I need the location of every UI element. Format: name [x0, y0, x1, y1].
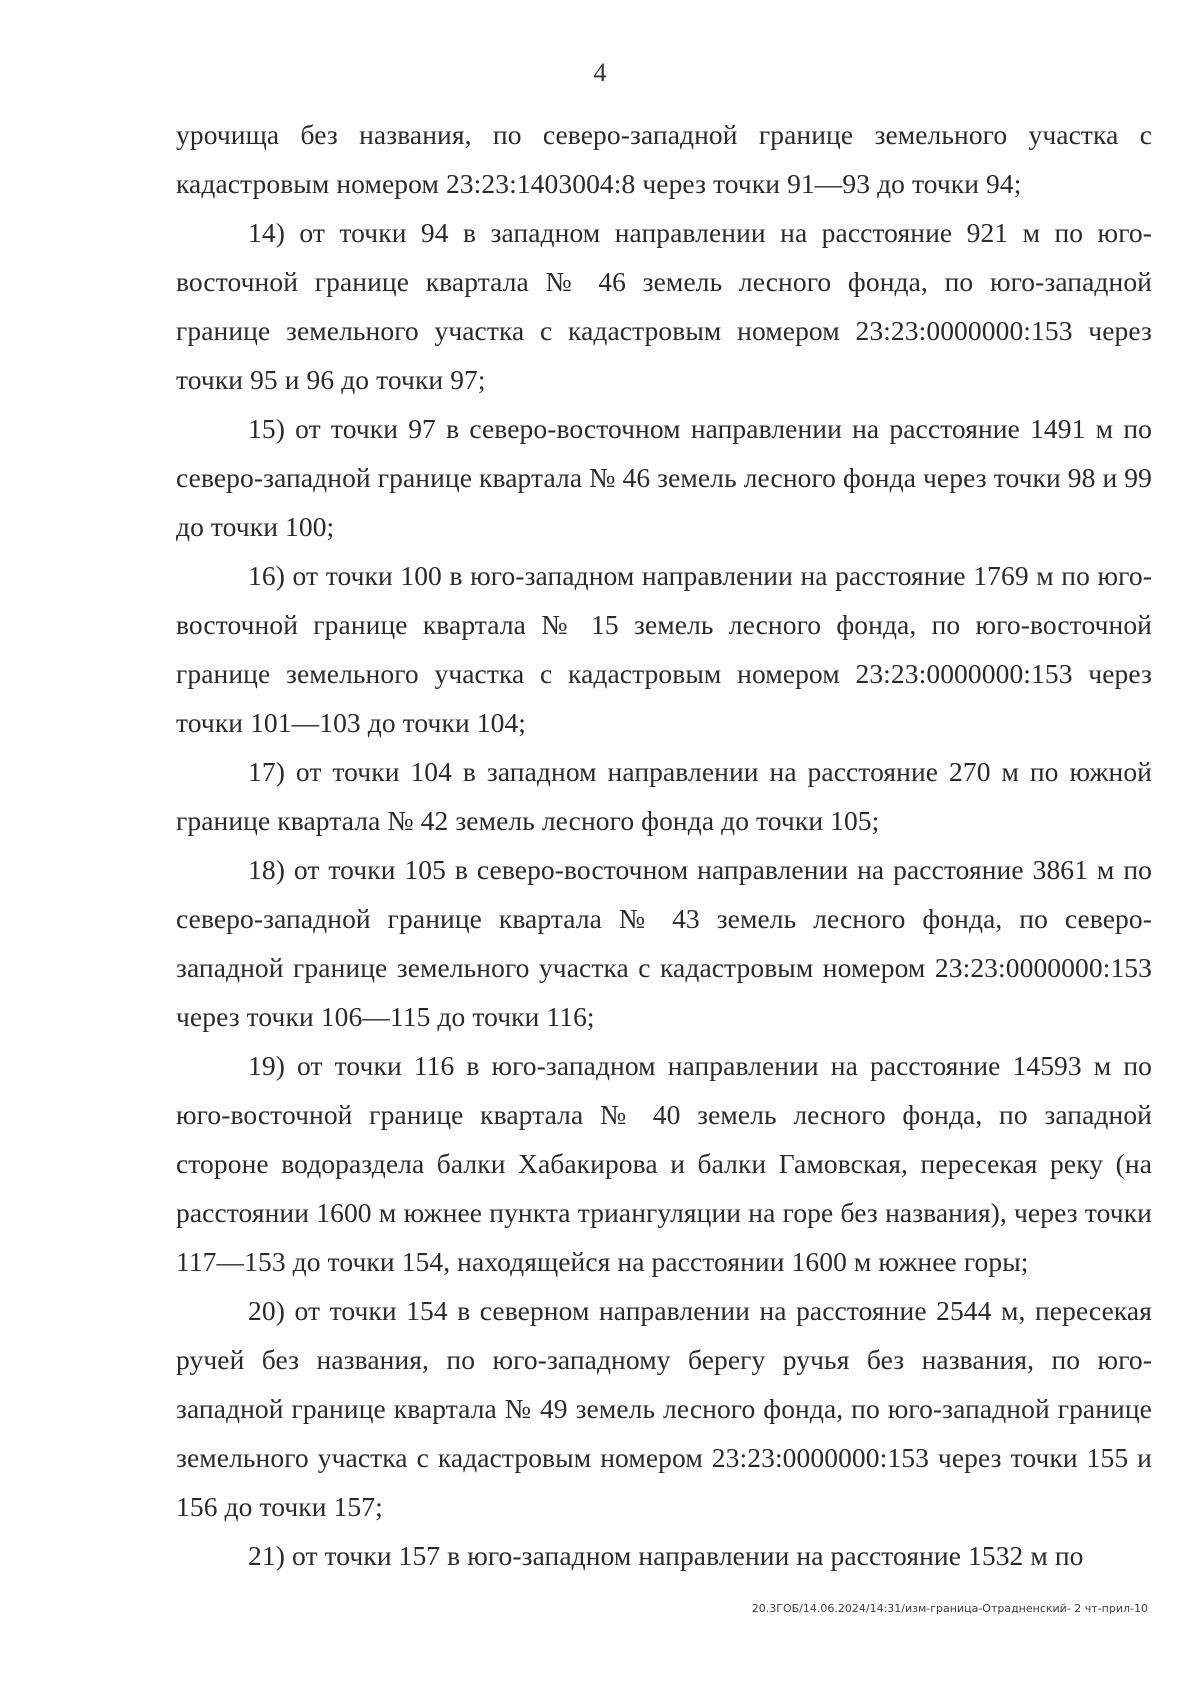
document-body: [176, 110, 1152, 1580]
item-number: 18): [248, 854, 285, 885]
paragraph-text: от точки 94 в западном направлении на расстояние 921 м по юго-восточной границе квартала № 46 земель лесного фонда, по юго-западной границе земельного участка с кадастровым номером 23:23:0000000:153 через точки 95 и 96 до точки 97;: [176, 217, 1153, 395]
item-number: 17): [248, 756, 285, 787]
paragraph-text: от точки 97 в северо-восточном направлении на расстояние 1491 м по северо-западной границе квартала № 46 земель лесного фонда через точки 98 и 99 до точки 100;: [176, 413, 1152, 542]
item-number: 16): [248, 560, 285, 591]
item-number: 14): [248, 217, 285, 248]
paragraph-text: от точки 116 в юго-западном направлении на расстояние 14593 м по юго-восточной границе квартала № 40 земель лесного фонда, по западной стороне водораздела балки Хабакирова и балки Гамовская, пересекая реку (на расстоянии 1600 м южнее пункта триангуляции на горе без названия), через точки 117—153 до точки 154, находящейся на расстоянии 1600 м южнее горы;: [176, 1050, 1152, 1277]
paragraph-text: урочища без названия, по северо-западной границе земельного участка с кадастровым номером 23:23:1403004:8 через точки 91—93 до точки 94;: [176, 119, 1152, 199]
paragraph-text: от точки 157 в юго-западном направлении на расстояние 1532 м по: [291, 1540, 1084, 1571]
paragraph-text: от точки 105 в северо-восточном направлении на расстояние 3861 м по северо-западной границе квартала № 43 земель лесного фонда, по северо-западной границе земельного участка с кадастровым номером 23:23:0000000:153 через точки 106—115 до точки 116;: [176, 854, 1152, 1032]
paragraph-18: [176, 845, 1152, 1041]
paragraph-21: [176, 1531, 1152, 1580]
item-number: 20): [248, 1295, 285, 1326]
item-number: 15): [248, 413, 285, 444]
page-number: 4: [593, 58, 607, 87]
paragraph-14: [176, 208, 1152, 404]
paragraph-text: от точки 154 в северном направлении на расстояние 2544 м, пересекая ручей без названия, по юго-западному берегу ручья без названия, по юго-западной границе квартала № 49 земель лесного фонда, по юго-западной границе земельного участка с кадастровым номером 23:23:0000000:153 через точки 155 и 156 до точки 157;: [176, 1295, 1152, 1522]
paragraph-15: [176, 404, 1152, 551]
paragraph-text: от точки 104 в западном направлении на расстояние 270 м по южной границе квартала № 42 земель лесного фонда до точки 105;: [176, 756, 1152, 836]
paragraph-text: от точки 100 в юго-западном направлении на расстояние 1769 м по юго-восточной границе квартала № 15 земель лесного фонда, по юго-восточной границе земельного участка с кадастровым номером 23:23:0000000:153 через точки 101—103 до точки 104;: [176, 560, 1152, 738]
paragraph-19: [176, 1041, 1152, 1286]
paragraph-13-continuation: [176, 110, 1152, 208]
item-number: 19): [248, 1050, 285, 1081]
footer-document-code: 20.3ГОБ/14.06.2024/14:31/изм-граница-Отрадненский- 2 чт-прил-10: [751, 1602, 1148, 1615]
paragraph-17: [176, 747, 1152, 845]
paragraph-20: [176, 1286, 1152, 1531]
paragraph-16: [176, 551, 1152, 747]
item-number: 21): [248, 1540, 285, 1571]
